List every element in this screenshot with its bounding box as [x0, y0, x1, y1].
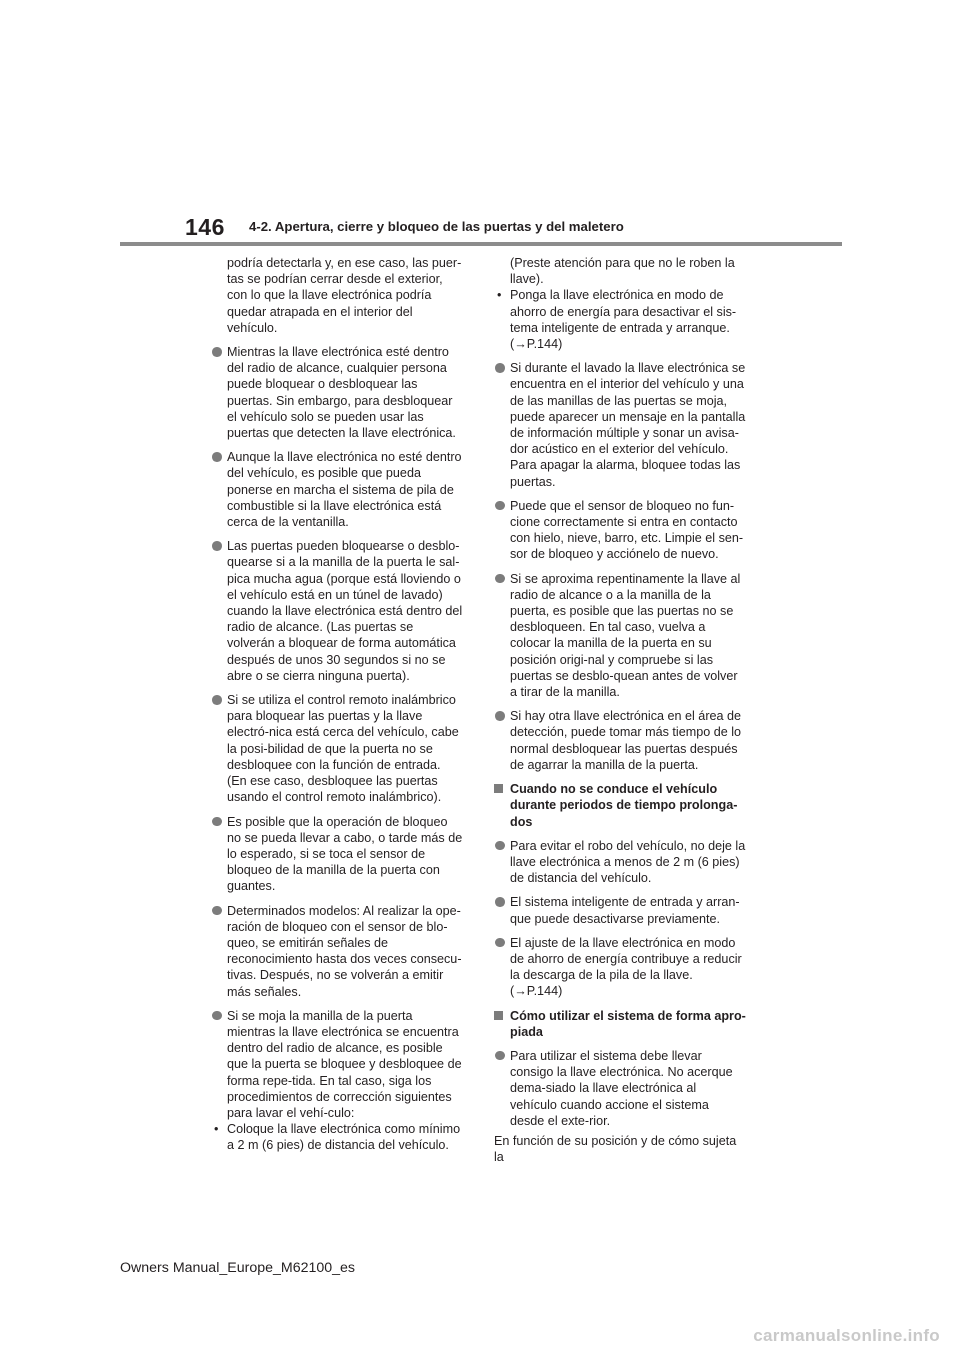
- bullet-icon: [495, 501, 505, 511]
- list-item: Mientras la llave electrónica esté dentro del radio de alcance, cualquier persona puede bloquear o desbloquear las puertas. Sin embargo, para desbloquear el vehículo solo se pueden usar las puertas que detecten la llave electrónica.: [211, 344, 463, 441]
- bullet-icon: [495, 897, 505, 907]
- list-item: Si durante el lavado la llave electrónica se encuentra en el interior del vehículo y una de las manillas de las puertas se moja, puede aparecer un mensaje en la pantalla de información múltiple y sonar un avisa-dor acústico en el exterior del vehículo. Para apagar la alarma, bloquee todas las puertas.: [494, 360, 746, 490]
- square-bullet-icon: [494, 1011, 503, 1020]
- bullet-icon: [495, 574, 505, 584]
- page-number: 146: [185, 214, 225, 240]
- list-item: Si se aproxima repentinamente la llave al radio de alcance o a la manilla de la puerta, es posible que las puertas no se desbloqueen. En tal caso, vuelva a colocar la manilla de la puerta en su posición origi-nal y compruebe si las puertas se desblo-quean antes de volver a tirar de la manilla.: [494, 571, 746, 701]
- list-item: El sistema inteligente de entrada y arran-que puede desactivarse previamente.: [494, 894, 746, 926]
- list-item: Para evitar el robo del vehículo, no deje la llave electrónica a menos de 2 m (6 pies) de distancia del vehículo.: [494, 838, 746, 887]
- dash-list-item: • Ponga la llave electrónica en modo de ahorro de energía para desactivar el sis-tema inteligente de entrada y arranque. (→P.144): [497, 288, 737, 352]
- header-divider: [120, 242, 842, 246]
- watermark: carmanualsonline.info: [753, 1326, 940, 1345]
- bullet-icon: [212, 1011, 222, 1021]
- body-text: En función de su posición y de cómo sujeta la: [494, 1133, 737, 1165]
- bullet-icon: [495, 363, 505, 373]
- list-item: Puede que el sensor de bloqueo no fun-cione correctamente si entra en contacto con hielo, nieve, barro, etc. Limpie el sen-sor de bloqueo y acciónelo de nuevo.: [494, 498, 746, 563]
- bullet-icon: [212, 906, 222, 916]
- dash-bullet-icon: •: [214, 1122, 219, 1137]
- list-item: Determinados modelos: Al realizar la ope-ración de bloqueo con el sensor de blo-queo, se emitirán señales de reconocimiento hasta dos veces consecu-tivas. Después, no se volverán a emitir más señales.: [211, 903, 463, 1000]
- continued-paragraph: (Preste atención para que no le roben la llave).: [510, 256, 735, 287]
- bullet-icon: [212, 347, 222, 357]
- list-item: Es posible que la operación de bloqueo no se pueda llevar a cabo, o tarde más de lo esperado, si se toca el sensor de bloqueo de la manilla de la puerta con guantes.: [211, 814, 463, 895]
- bullet-icon: [495, 711, 505, 721]
- bullet-icon: [495, 841, 505, 851]
- bullet-icon: [495, 938, 505, 948]
- continued-paragraph: podría detectarla y, en ese caso, las puer-tas se podrían cerrar desde el exterior, con lo que la llave electrónica podría quedar atrapada en el interior del vehículo.: [227, 256, 462, 335]
- list-item: Si hay otra llave electrónica en el área de detección, puede tomar más tiempo de lo normal desbloquear las puertas después de agarrar la manilla de la puerta.: [494, 708, 746, 773]
- bullet-icon: [495, 1051, 505, 1061]
- bullet-icon: [212, 452, 222, 462]
- subsection-heading: Cuando no se conduce el vehículo durante periodos de tiempo prolonga-dos: [494, 781, 746, 830]
- square-bullet-icon: [494, 784, 503, 793]
- list-item: El ajuste de la llave electrónica en modo de ahorro de energía contribuye a reducir la descarga de la pila de la llave. (→P.144): [494, 935, 746, 1000]
- bullet-icon: [212, 817, 222, 827]
- dash-bullet-icon: •: [497, 288, 502, 303]
- bullet-icon: [212, 541, 222, 551]
- list-item: Si se utiliza el control remoto inalámbrico para bloquear las puertas y la llave electró-nica está cerca del vehículo, cabe la posi-bilidad de que la puerta no se desbloquee con la función de entrada. (En ese caso, desbloquee las puertas usando el control remoto inalámbrico).: [211, 692, 463, 805]
- section-title: 4-2. Apertura, cierre y bloqueo de las puertas y del maletero: [249, 219, 624, 234]
- list-item: Si se moja la manilla de la puerta mientras la llave electrónica se encuentra dentro del radio de alcance, es posible que la puerta se bloquee y desbloquee de forma repe-tida. En tal caso, siga los procedimientos de corrección siguientes para lavar el vehí-culo:: [211, 1008, 463, 1121]
- bullet-icon: [212, 695, 222, 705]
- dash-list-item: • Coloque la llave electrónica como mínimo a 2 m (6 pies) de distancia del vehículo.: [214, 1122, 461, 1153]
- subsection-heading: Cómo utilizar el sistema de forma apro-piada: [494, 1008, 746, 1040]
- list-item: Para utilizar el sistema debe llevar consigo la llave electrónica. No acerque dema-siado la llave electrónica al vehículo cuando accione el sistema desde el exte-rior.: [494, 1048, 746, 1129]
- list-item: Aunque la llave electrónica no esté dentro del vehículo, es posible que pueda ponerse en marcha el sistema de pila de combustible si la llave electrónica está cerca de la ventanilla.: [211, 449, 463, 530]
- left-column: [211, 255, 463, 1154]
- footer-manual-id: Owners Manual_Europe_M62100_es: [120, 1260, 356, 1276]
- list-item: Las puertas pueden bloquearse o desblo-quearse si a la manilla de la puerta le sal-pica mucha agua (porque está lloviendo o el vehículo está en un túnel de lavado) cuando la llave electrónica está dentro del radio de alcance. (Las puertas se volverán a bloquear de forma automática después de unos 30 segundos si no se abre o se cierra ninguna puerta).: [211, 538, 463, 684]
- right-column: [494, 255, 746, 1165]
